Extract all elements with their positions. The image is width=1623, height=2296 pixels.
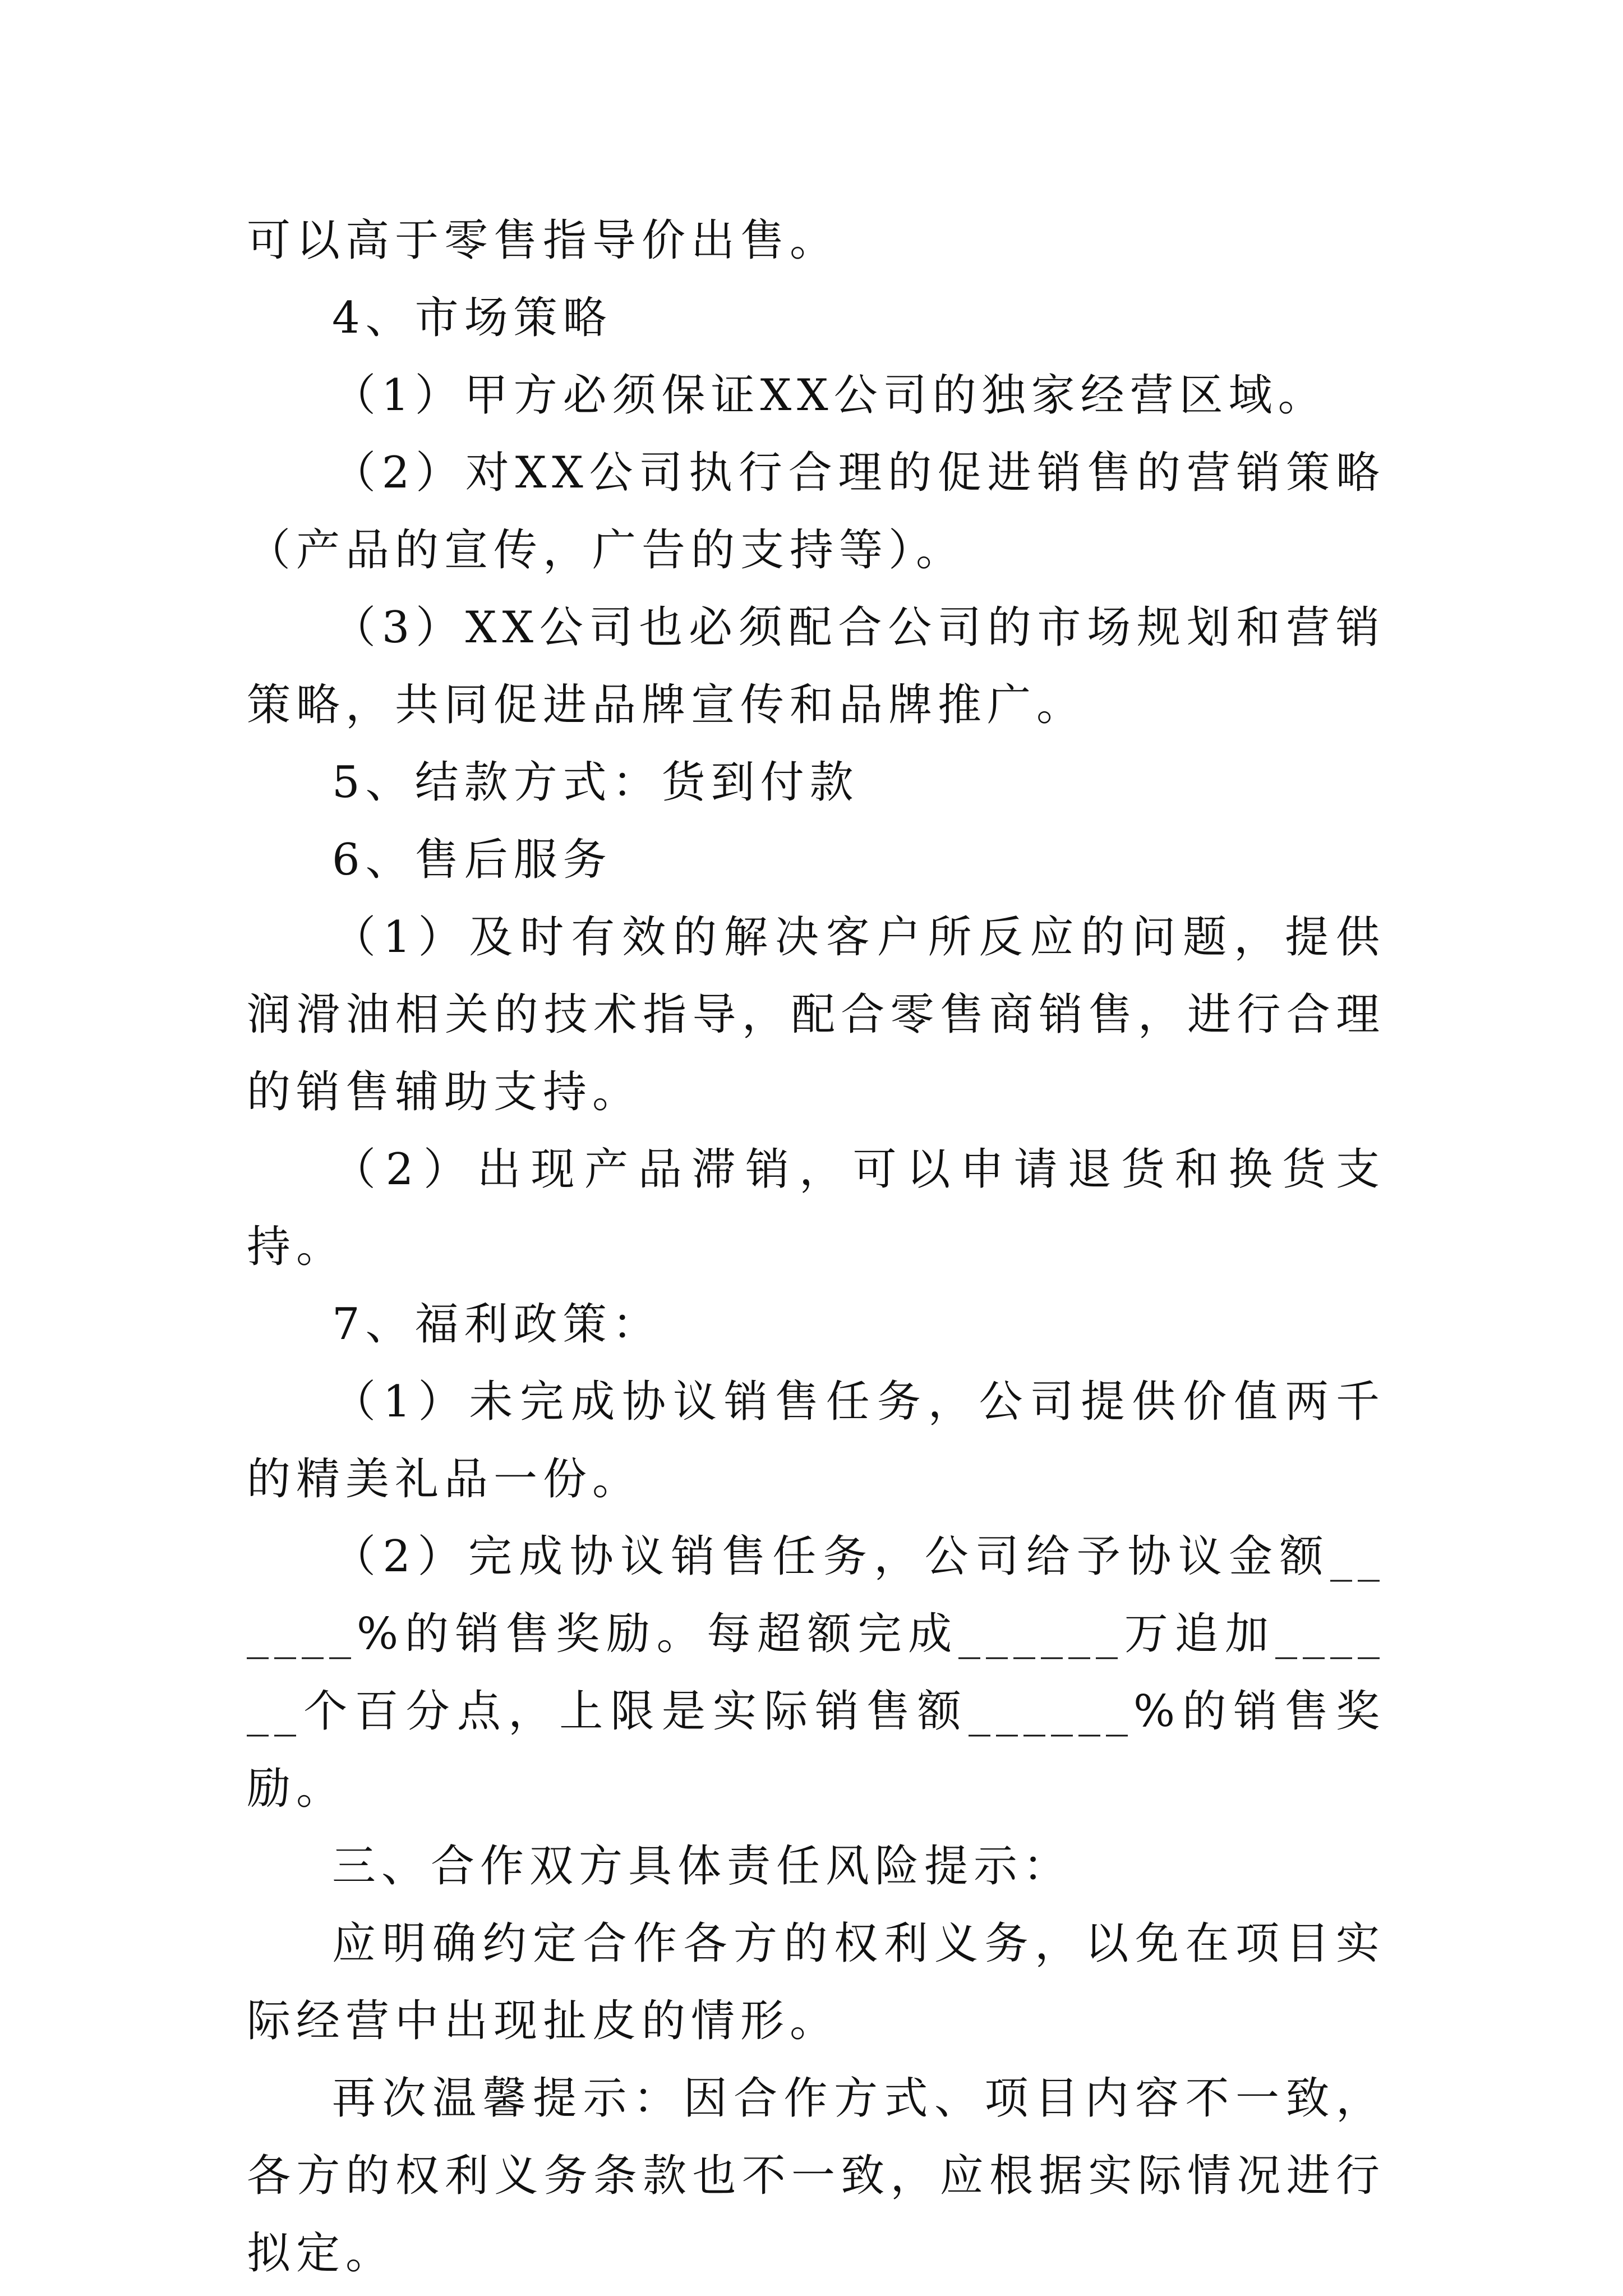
heading-welfare-policy: 7、福利政策： [332,1299,662,1350]
paragraph-market-2: （2）对XX公司执行合理的促进销售的营销策略（产品的宣传，广告的支持等）。 [247,448,1385,576]
paragraph-risk-notice: 应明确约定合作各方的权利义务，以免在项目实际经营中出现扯皮的情形。 [247,1918,1385,2046]
document-body [247,202,1385,2292]
paragraph-welfare-2: （2）完成协议销售任务，公司给予协议金额______%的销售奖励。每超额完成______万追加______个百分点，上限是实际销售额______%的销售奖励。 [247,1531,1385,1814]
paragraph-market-3: （3）XX公司也必须配合公司的市场规划和营销策略，共同促进品牌宣传和品牌推广。 [247,602,1385,730]
heading-risk-notice: 三、合作双方具体责任风险提示： [332,1841,1073,1892]
paragraph-market-1: （1）甲方必须保证XX公司的独家经营区域。 [332,370,1327,421]
paragraph-after-sales-2: （2）出现产品滞销，可以申请退货和换货支持。 [247,1144,1385,1272]
paragraph-reminder: 再次温馨提示：因合作方式、项目内容不一致，各方的权利义务条款也不一致，应根据实际情况进行拟定。 [247,2073,1385,2279]
heading-after-sales: 6、售后服务 [332,835,612,885]
heading-payment-method: 5、结款方式：货到付款 [332,757,859,808]
heading-market-strategy: 4、市场策略 [332,293,612,343]
paragraph-continuation: 可以高于零售指导价出售。 [247,215,840,266]
paragraph-welfare-1: （1）未完成协议销售任务，公司提供价值两千的精美礼品一份。 [247,1377,1385,1504]
paragraph-after-sales-1: （1）及时有效的解决客户所反应的问题，提供润滑油相关的技术指导，配合零售商销售，进行合理的销售辅助支持。 [247,912,1385,1117]
